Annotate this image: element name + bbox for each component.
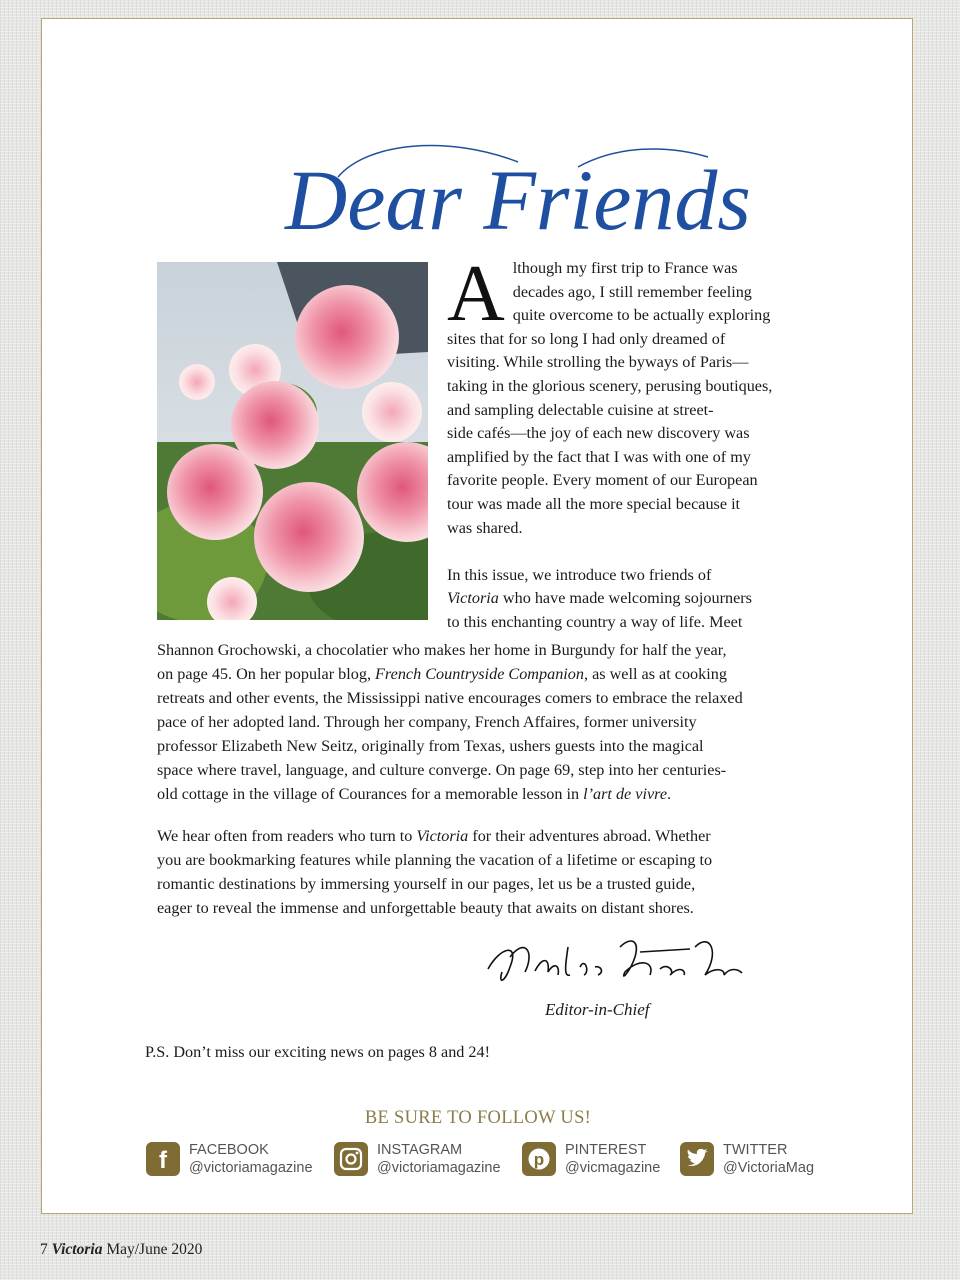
magazine-name: Victoria — [447, 589, 499, 608]
intro-line: side cafés—the joy of each new discovery was — [447, 424, 750, 443]
para2-line — [157, 662, 847, 686]
headline — [278, 137, 758, 257]
follow-heading: BE SURE TO FOLLOW US! — [364, 1108, 592, 1128]
intro-line: and sampling delectable cuisine at street- — [447, 400, 714, 419]
intro-line: favorite people. Every moment of our European — [447, 471, 758, 490]
para3-line: eager to reveal the immense and unforgettable beauty that awaits on distant shores. — [157, 899, 694, 917]
social-text — [189, 1141, 313, 1177]
editor-title: Editor-in-Chief — [545, 1000, 650, 1019]
para2-text: who have made welcoming sojourners — [498, 589, 752, 608]
phrase-italic: l’art de vivre — [583, 785, 668, 803]
social-pinterest[interactable] — [522, 1141, 660, 1177]
para2-line: In this issue, we introduce two friends of — [447, 565, 712, 584]
intro-line: lthough my first trip to France was — [512, 259, 738, 277]
para2-line: Shannon Grochowski, a chocolatier who makes her home in Burgundy for half the year, — [157, 641, 727, 659]
intro-line: taking in the glorious scenery, perusing boutiques, — [447, 376, 773, 395]
para2-text: old cottage in the village of Courances for a memorable lesson in — [157, 785, 584, 803]
para2-line: retreats and other events, the Mississippi native encourages comers to embrace the relaxed — [157, 689, 743, 707]
network-label: FACEBOOK — [189, 1142, 269, 1158]
closing-paragraph — [157, 824, 857, 920]
handle-label[interactable]: @VictoriaMag — [723, 1160, 815, 1176]
headline-text: Dear Friends — [285, 152, 751, 248]
para2-continued — [157, 638, 847, 806]
drop-cap: A — [447, 250, 505, 338]
para2-text: on page 45. On her popular blog, — [157, 665, 376, 683]
handle-label[interactable]: @victoriamagazine — [377, 1160, 501, 1176]
network-label: INSTAGRAM — [377, 1142, 463, 1158]
para2-line: space where travel, language, and culture converge. On page 69, step into her centuries- — [157, 761, 727, 779]
para3-text: for their adventures abroad. Whether — [468, 827, 711, 845]
magazine-title: Victoria — [51, 1241, 103, 1258]
editor-signature — [480, 927, 750, 1007]
social-text — [723, 1141, 814, 1177]
network-label: PINTEREST — [565, 1142, 647, 1158]
paragraph-gap — [447, 540, 847, 564]
para2-line: to this enchanting country a way of life. Meet — [447, 612, 743, 631]
page-footer — [40, 1241, 202, 1259]
twitter-icon[interactable] — [680, 1142, 714, 1176]
page-number: 7 — [40, 1241, 48, 1258]
para2-text: . — [667, 785, 672, 803]
intro-line: quite overcome to be actually exploring — [512, 306, 771, 325]
postscript: P.S. Don’t miss our exciting news on pages 8 and 24! — [145, 1043, 491, 1061]
network-label: TWITTER — [723, 1142, 788, 1158]
para3-line: you are bookmarking features while planning the vacation of a lifetime or escaping to — [157, 851, 713, 869]
para2-line: professor Elizabeth New Seitz, originally from Texas, ushers guests into the magical — [157, 737, 704, 755]
svg-text:f: f — [159, 1147, 167, 1171]
para3-line: romantic destinations by immersing yourself in our pages, let us be a trusted guide, — [157, 875, 696, 893]
intro-line: sites that for so long I had only dreamed of — [447, 329, 726, 348]
para2-line — [447, 587, 847, 611]
svg-text:p: p — [533, 1150, 545, 1169]
intro-line: was shared. — [447, 518, 523, 537]
facebook-icon[interactable] — [146, 1142, 180, 1176]
para3-text: We hear often from readers who turn to — [157, 827, 417, 845]
handle-label[interactable]: @victoriamagazine — [189, 1160, 313, 1176]
intro-line: amplified by the fact that I was with one of my — [447, 447, 751, 466]
blog-name: French Countryside Companion — [375, 665, 584, 683]
para2-line — [157, 782, 847, 806]
issue-date: May/June 2020 — [106, 1241, 203, 1258]
para3-line — [157, 824, 857, 848]
pinterest-icon[interactable] — [522, 1142, 556, 1176]
letter-page — [41, 18, 913, 1214]
magazine-name: Victoria — [416, 827, 469, 845]
para2-text: , as well as at cooking — [583, 665, 727, 683]
social-instagram[interactable] — [334, 1141, 501, 1177]
social-text — [377, 1141, 501, 1177]
intro-line: tour was made all the more special because it — [447, 494, 741, 513]
intro-line: decades ago, I still remember feeling — [512, 282, 752, 301]
social-text — [565, 1141, 660, 1177]
intro-paragraph — [447, 250, 847, 635]
intro-line: visiting. While strolling the byways of Paris— — [447, 353, 749, 372]
para2-line: pace of her adopted land. Through her company, French Affaires, former university — [157, 713, 697, 731]
social-facebook[interactable] — [146, 1141, 313, 1177]
instagram-icon[interactable] — [334, 1142, 368, 1176]
roses-photo — [157, 262, 428, 620]
handle-label[interactable]: @vicmagazine — [565, 1160, 661, 1176]
social-twitter[interactable] — [680, 1141, 814, 1177]
